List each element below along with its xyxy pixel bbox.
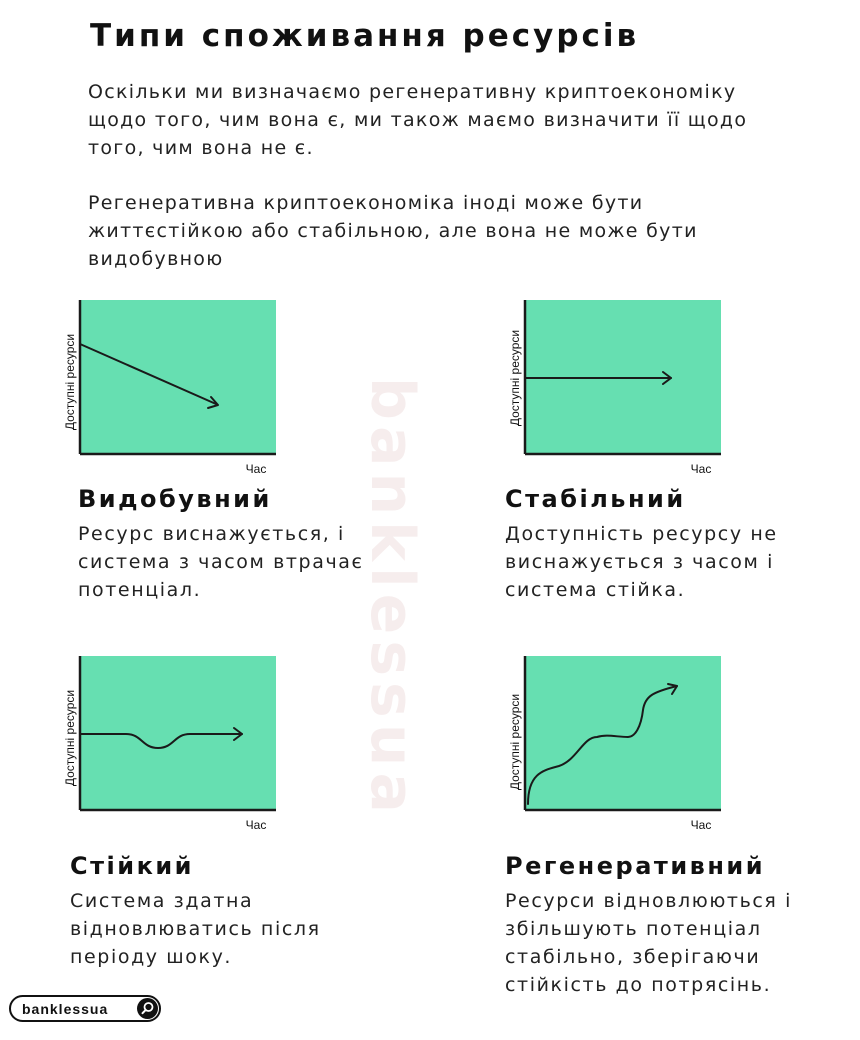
watermark: banklessua [357,377,427,819]
brand-logo [9,995,161,1022]
type-name-resilient: Стійкий [70,852,194,880]
x-axis-label: Час [690,818,712,832]
x-axis-label: Час [245,462,267,476]
type-name-regenerative: Регенеративний [505,852,766,880]
type-name-stable: Стабільний [505,485,686,513]
y-axis-label: Доступні ресурси [508,329,522,427]
magnifier-icon [137,998,158,1019]
chart-regenerative [503,652,733,834]
type-name-extractive: Видобувний [78,485,272,513]
x-axis-label: Час [245,818,267,832]
chart-area [80,300,276,454]
logo-text: banklessua [22,1000,109,1017]
page-title: Типи споживання ресурсів [90,18,640,54]
type-description-regenerative: Ресурси відновлюються і збільшують потенціал стабільно, зберігаючи стійкість до потрясінь. [505,890,792,996]
chart-area [525,656,721,810]
x-axis-label: Час [690,462,712,476]
chart-stable [503,296,733,478]
type-description-extractive: Ресурс виснажується, і система з часом втрачає потенціал. [78,523,364,601]
intro-paragraph-1: Оскільки ми визначаємо регенеративну криптоекономіку щодо того, чим вона є, ми також маємо визначити її щодо того, чим вона не є. [88,81,748,159]
y-axis-label: Доступні ресурси [63,333,77,431]
type-description-stable: Доступність ресурсу не виснажується з часом і система стійка. [505,523,778,601]
y-axis-label: Доступні ресурси [63,689,77,787]
chart-extractive [58,296,288,478]
chart-resilient [58,652,288,834]
y-axis-label: Доступні ресурси [508,693,522,791]
intro-paragraph-2: Регенеративна криптоекономіка іноді може бути життєстійкою або стабільною, але вона не може бути видобувною [88,192,698,270]
type-description-resilient: Система здатна відновлюватись після періоду шоку. [70,890,321,968]
